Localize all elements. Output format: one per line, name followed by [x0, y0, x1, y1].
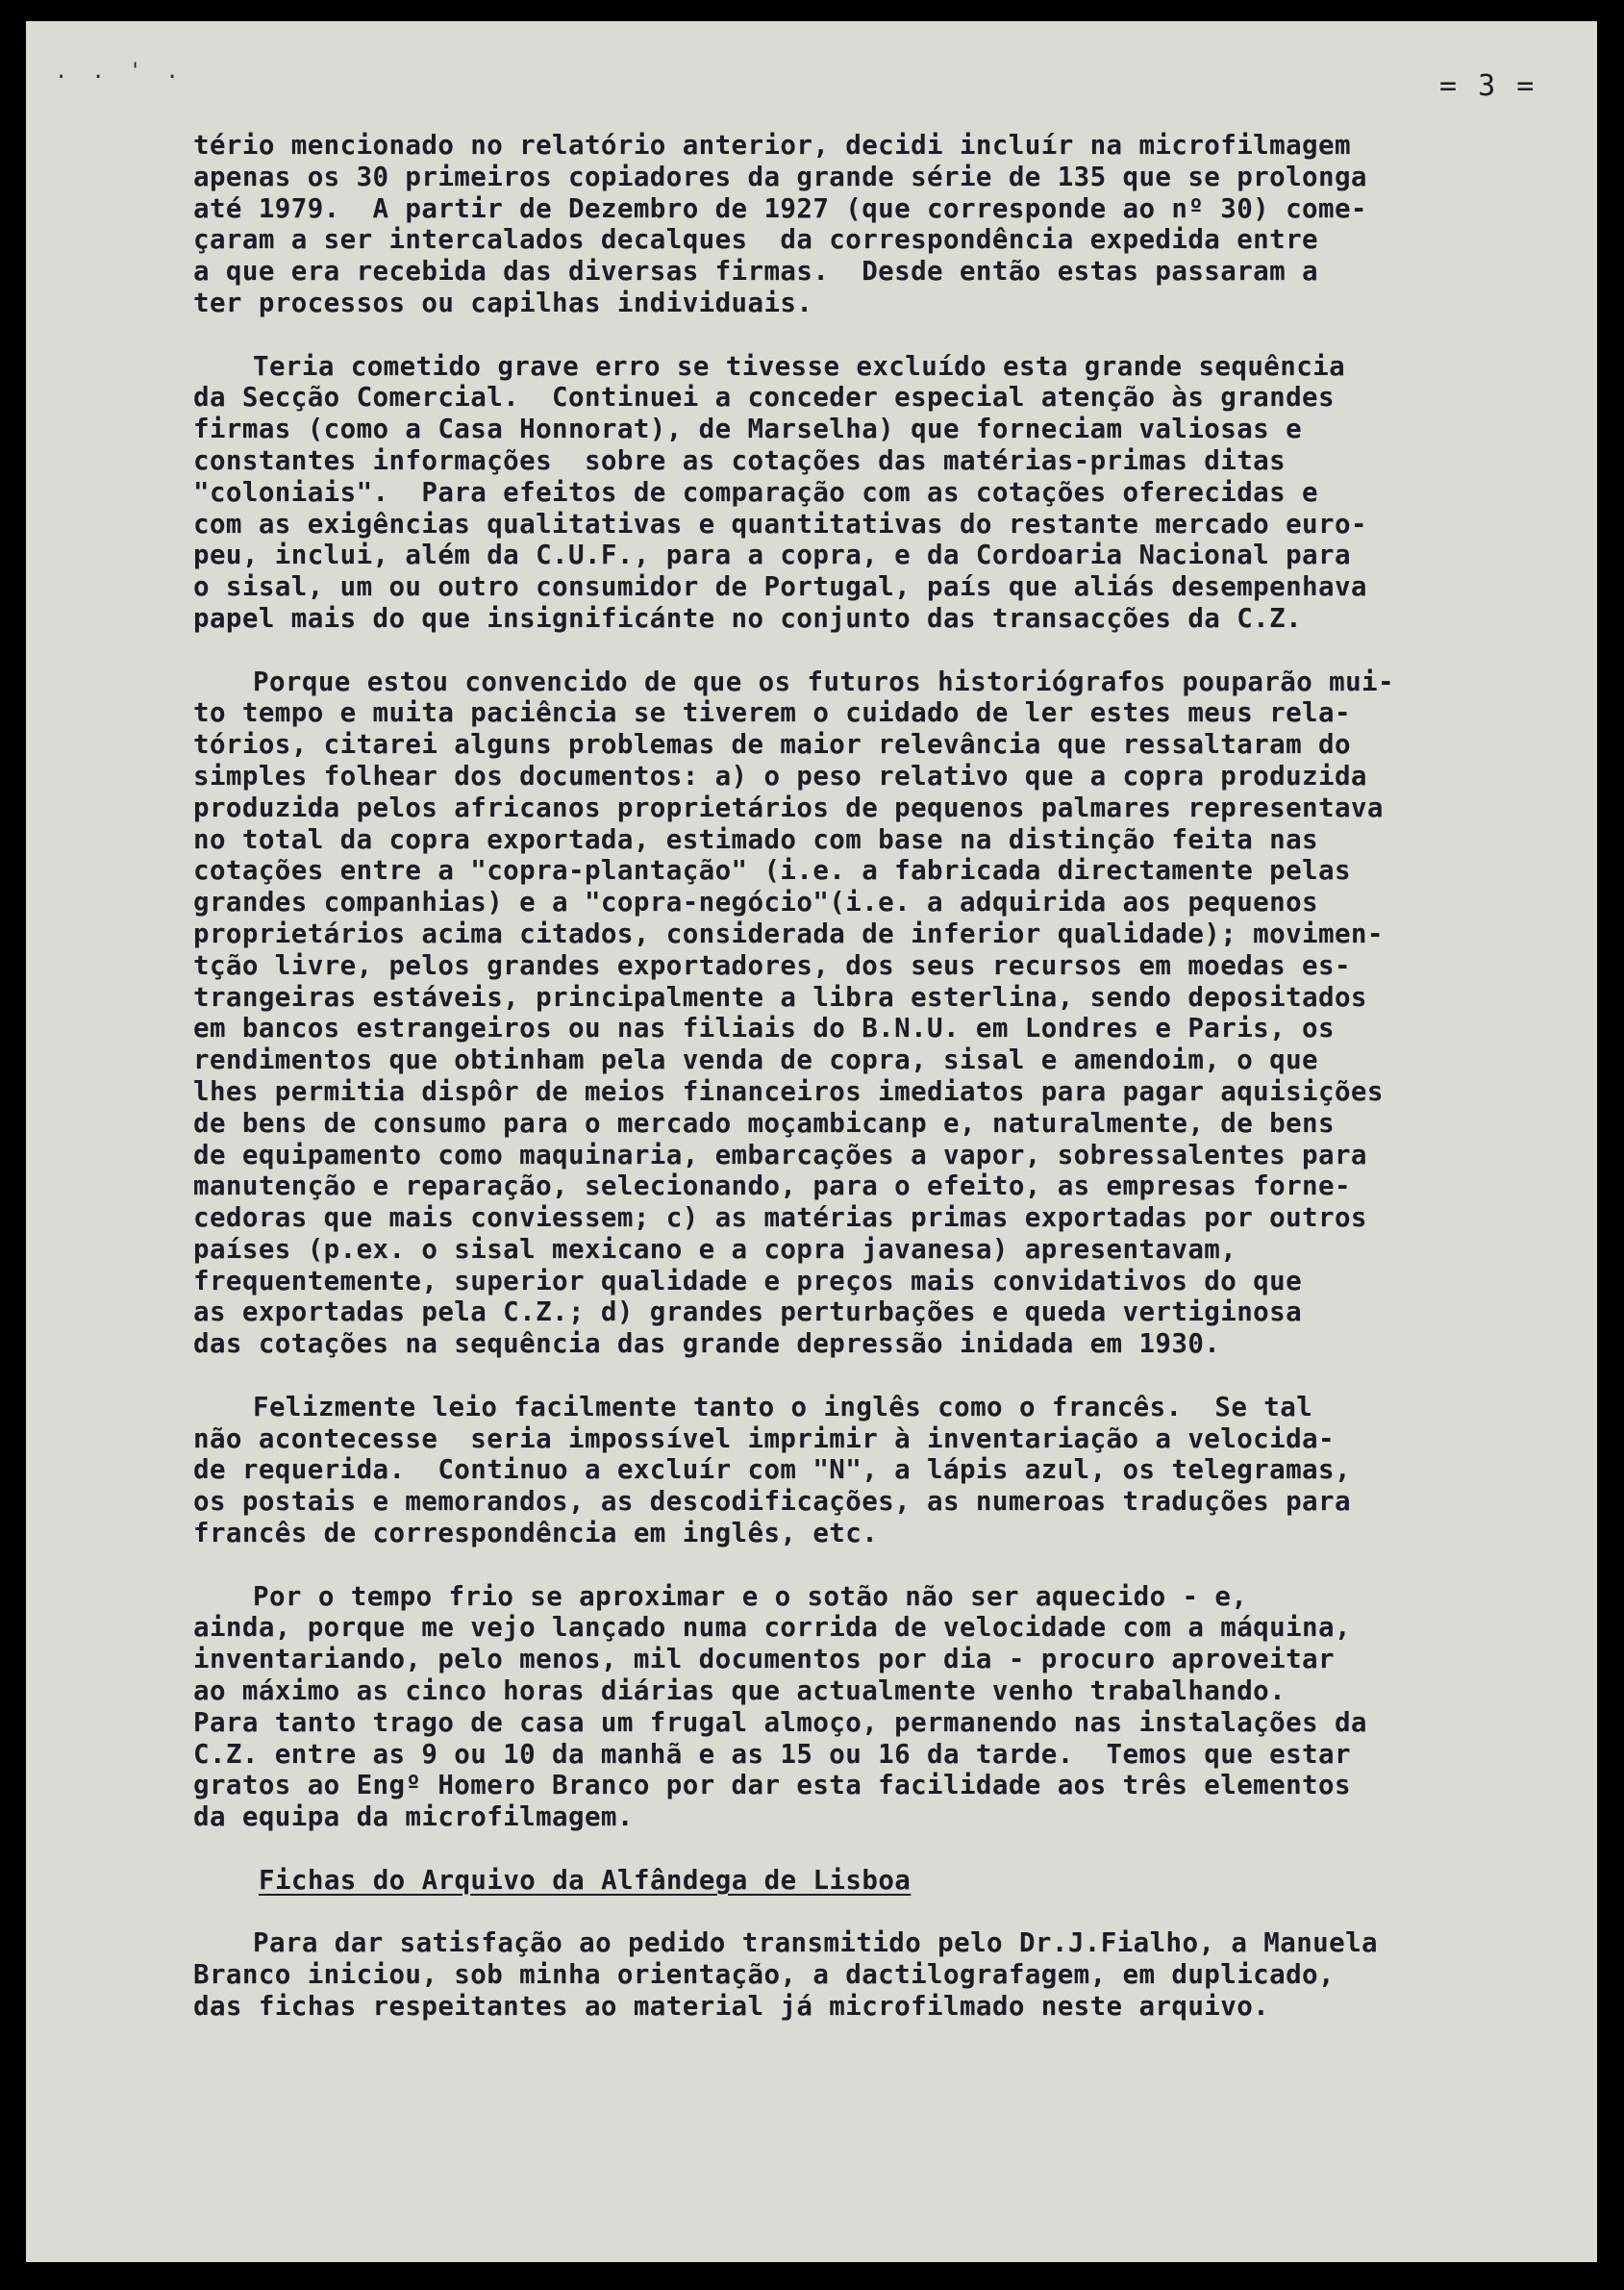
- text-line: apenas os 30 primeiros copiadores da grande série de 135 que se prolonga: [193, 161, 1367, 192]
- text-line: ter processos ou capilhas individuais.: [193, 287, 813, 318]
- text-line: das cotações na sequência das grande depressão inidada em 1930.: [193, 1328, 1221, 1360]
- text-line: até 1979. A partir de Dezembro de 1927 (que corresponde ao nº 30) come-: [193, 192, 1367, 224]
- text-line: francês de correspondência em inglês, etc.: [193, 1518, 879, 1549]
- typewritten-page: [26, 21, 1597, 2262]
- text-line: constantes informações sobre as cotações das matérias-primas ditas: [193, 444, 1287, 476]
- text-line: o sisal, um ou outro consumidor de Portugal, país que aliás desempenhava: [193, 571, 1367, 603]
- text-line: Para tanto trago de casa um frugal almoço, permanendo nas instalações da: [193, 1706, 1367, 1738]
- corner-marks: . . ' .: [55, 60, 185, 84]
- text-line: Por o tempo frio se aproximar e o sotão não ser aquecido - e,: [253, 1580, 1248, 1612]
- paragraph-3: [193, 667, 1588, 1361]
- text-line: ainda, porque me vejo lançado numa corrida de velocidade com a máquina,: [193, 1612, 1351, 1644]
- text-line: peu, inclui, além da C.U.F., para a copra, e da Cordoaria Nacional para: [193, 540, 1351, 571]
- text-line: a que era recebida das diversas firmas. Desde então estas passaram a: [193, 256, 1318, 288]
- paragraph-1: [193, 130, 1588, 319]
- text-line: lhes permitia dispôr de meios financeiros imediatos para pagar aquisições: [193, 1075, 1384, 1107]
- text-line: tção livre, pelos grandes exportadores, dos seus recursos em moedas es-: [193, 949, 1351, 981]
- text-line: frequentemente, superior qualidade e preços mais convidativos do que: [193, 1265, 1303, 1296]
- paragraph-4: [193, 1392, 1588, 1549]
- text-line: proprietários acima citados, considerada de inferior qualidade); movimen-: [193, 918, 1384, 949]
- text-line: de equipamento como maquinaria, embarcações a vapor, sobressalentes para: [193, 1139, 1367, 1170]
- text-line: Para dar satisfação ao pedido transmitido pelo Dr.J.Fialho, a Manuela: [253, 1927, 1378, 1959]
- text-line: simples folhear dos documentos: a) o peso relativo que a copra produzida: [193, 760, 1367, 792]
- text-line: trangeiras estáveis, principalmente a libra esterlina, sendo depositados: [193, 981, 1367, 1013]
- paragraph-6: [193, 1927, 1588, 2022]
- text-line: de requerida. Continuo a excluír com "N", a lápis azul, os telegramas,: [193, 1454, 1351, 1486]
- document-body: [193, 130, 1588, 2023]
- text-line: Porque estou convencido de que os futuros historiógrafos pouparão mui-: [253, 666, 1394, 697]
- text-line: das fichas respeitantes ao material já microfilmado neste arquivo.: [193, 1991, 1270, 2023]
- text-line: da equipa da microfilmagem.: [193, 1801, 634, 1833]
- text-line: Teria cometido grave erro se tivesse excluído esta grande sequência: [253, 350, 1346, 382]
- text-line: não acontecesse seria impossível imprimir à inventariação a velocida-: [193, 1422, 1335, 1454]
- text-line: tério mencionado no relatório anterior, decidi incluír na microfilmagem: [193, 130, 1351, 161]
- text-line: rendimentos que obtinham pela venda de copra, sisal e amendoim, o que: [193, 1044, 1318, 1076]
- text-line: firmas (como a Casa Honnorat), de Marselha) que forneciam valiosas e: [193, 414, 1303, 445]
- text-line: Felizmente leio facilmente tanto o inglês como o francês. Se tal: [253, 1391, 1313, 1422]
- text-line: papel mais do que insignificánte no conjunto das transacções da C.Z.: [193, 602, 1303, 634]
- text-line: da Secção Comercial. Continuei a conceder especial atenção às grandes: [193, 382, 1335, 414]
- text-line: Branco iniciou, sob minha orientação, a dactilografagem, em duplicado,: [193, 1959, 1335, 1991]
- text-line: çaram a ser intercalados decalques da correspondência expedida entre: [193, 224, 1318, 256]
- text-line: países (p.ex. o sisal mexicano e a copra javanesa) apresentavam,: [193, 1233, 1237, 1265]
- text-line: em bancos estrangeiros ou nas filiais do B.N.U. em Londres e Paris, os: [193, 1013, 1335, 1044]
- text-line: com as exigências qualitativas e quantitativas do restante mercado euro-: [193, 508, 1367, 540]
- text-line: tórios, citarei alguns problemas de maior relevância que ressaltaram do: [193, 729, 1351, 761]
- text-line: C.Z. entre as 9 ou 10 da manhã e as 15 ou 16 da tarde. Temos que estar: [193, 1738, 1351, 1770]
- text-line: cotações entre a "copra-plantação" (i.e. a fabricada directamente pelas: [193, 855, 1351, 887]
- text-line: manutenção e reparação, selecionando, para o efeito, as empresas forne-: [193, 1170, 1351, 1202]
- text-line: to tempo e muita paciência se tiverem o cuidado de ler estes meus rela-: [193, 697, 1351, 729]
- page-number: = 3 =: [1439, 69, 1537, 103]
- text-line: gratos ao Engº Homero Branco por dar esta facilidade aos três elementos: [193, 1770, 1351, 1801]
- section-heading: [199, 1865, 1588, 1897]
- section-heading-text: Fichas do Arquivo da Alfândega de Lisboa: [259, 1864, 912, 1896]
- text-line: produzida pelos africanos proprietários de pequenos palmares representava: [193, 792, 1384, 823]
- text-line: ao máximo as cinco horas diárias que actualmente venho trabalhando.: [193, 1675, 1287, 1707]
- text-line: as exportadas pela C.Z.; d) grandes perturbações e queda vertiginosa: [193, 1296, 1303, 1328]
- paragraph-2: [193, 351, 1588, 635]
- paragraph-5: [193, 1581, 1588, 1833]
- text-line: de bens de consumo para o mercado moçambicanp e, naturalmente, de bens: [193, 1107, 1335, 1139]
- text-line: cedoras que mais conviessem; c) as matérias primas exportadas por outros: [193, 1202, 1367, 1234]
- text-line: grandes companhias) e a "copra-negócio"(i.e. a adquirida aos pequenos: [193, 887, 1318, 919]
- text-line: inventariando, pelo menos, mil documentos por dia - procuro aproveitar: [193, 1644, 1335, 1675]
- text-line: os postais e memorandos, as descodificações, as numeroas traduções para: [193, 1486, 1351, 1518]
- text-line: no total da copra exportada, estimado com base na distinção feita nas: [193, 823, 1318, 855]
- text-line: "coloniais". Para efeitos de comparação com as cotações oferecidas e: [193, 476, 1318, 508]
